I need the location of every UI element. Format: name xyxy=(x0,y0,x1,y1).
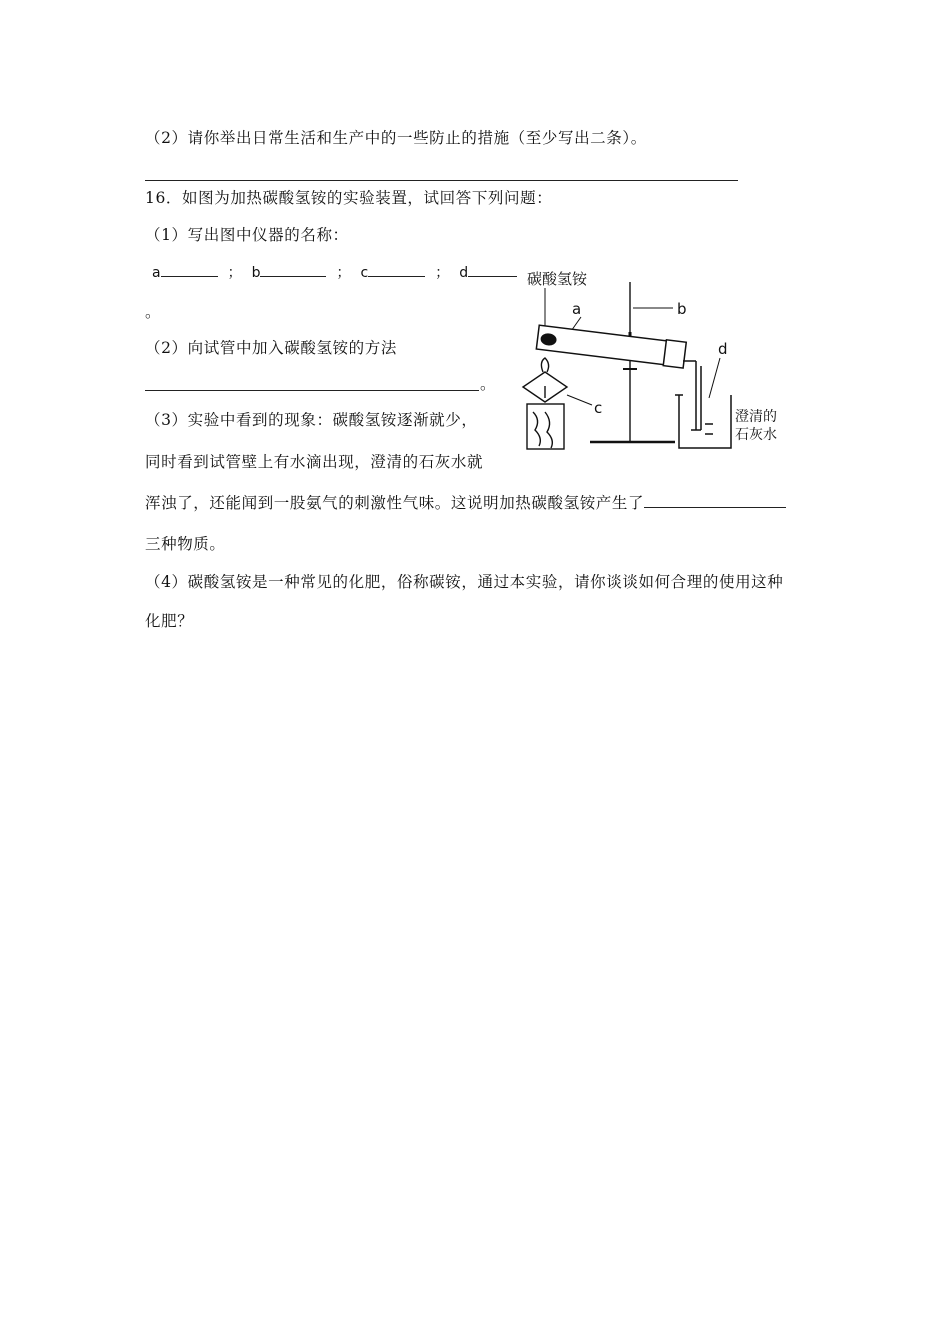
q16-part3-line3 xyxy=(145,493,786,513)
label-clear-limewater-2: 石灰水 xyxy=(735,427,777,443)
q16-part3-line2: 同时看到试管壁上有水滴出现，澄清的石灰水就 xyxy=(145,453,484,471)
q16-blanks-row xyxy=(152,262,517,283)
q16-stem: 16．如图为加热碳酸氢铵的实验装置，试回答下列问题： xyxy=(145,189,553,207)
blank-a-field[interactable] xyxy=(161,262,218,277)
blank-c-field[interactable] xyxy=(368,262,425,277)
delivery-tube xyxy=(683,361,701,430)
beaker xyxy=(675,395,731,448)
q16-part2-text: （2）向试管中加入碳酸氢铵的方法 xyxy=(145,339,397,357)
q16-part1-period: 。 xyxy=(145,303,162,321)
q16-part3-line4: 三种物质。 xyxy=(145,535,226,553)
alcohol-lamp xyxy=(523,358,567,449)
apparatus-diagram xyxy=(515,262,795,458)
label-b: b xyxy=(677,300,687,318)
q16-part3-line1: （3）实验中看到的现象：碳酸氢铵逐渐就少， xyxy=(145,411,478,429)
semicolon: ； xyxy=(336,265,351,281)
label-ammonium-bicarbonate: 碳酸氢铵 xyxy=(527,270,588,288)
blank-d-label: d xyxy=(459,265,469,281)
label-clear-limewater-1: 澄清的 xyxy=(735,409,777,425)
q15-part2-text: （2）请你举出日常生活和生产中的一些防止的措施（至少写出二条）。 xyxy=(145,129,647,147)
blank-b-field[interactable] xyxy=(260,262,326,277)
q16-part4-line2: 化肥？ xyxy=(145,612,194,630)
label-d: d xyxy=(718,340,728,358)
q16-part3-answer-blank[interactable] xyxy=(644,493,786,508)
blank-d-field[interactable] xyxy=(468,262,517,277)
q16-part2-period: 。 xyxy=(480,375,497,393)
test-tube xyxy=(536,324,686,368)
q16-part3-line3-text: 浑浊了，还能闻到一股氨气的刺激性气味。这说明加热碳酸氢铵产生了 xyxy=(145,494,645,512)
blank-a-label: a xyxy=(152,265,161,281)
leader-line-c xyxy=(567,395,592,405)
label-a: a xyxy=(572,300,582,318)
label-c: c xyxy=(594,399,603,417)
semicolon: ； xyxy=(435,265,450,281)
blank-b-label: b xyxy=(251,265,261,281)
q15-answer-line[interactable] xyxy=(145,180,738,181)
leader-line-d xyxy=(709,358,720,398)
q16-part2-answer-line[interactable] xyxy=(145,390,479,391)
q16-part1-text: （1）写出图中仪器的名称： xyxy=(145,226,349,244)
blank-c-label: c xyxy=(360,265,369,281)
q16-part4-line1: （4）碳酸氢铵是一种常见的化肥，俗称碳铵，通过本实验，请你谈谈如何合理的使用这种 xyxy=(145,573,784,591)
semicolon: ； xyxy=(227,265,242,281)
